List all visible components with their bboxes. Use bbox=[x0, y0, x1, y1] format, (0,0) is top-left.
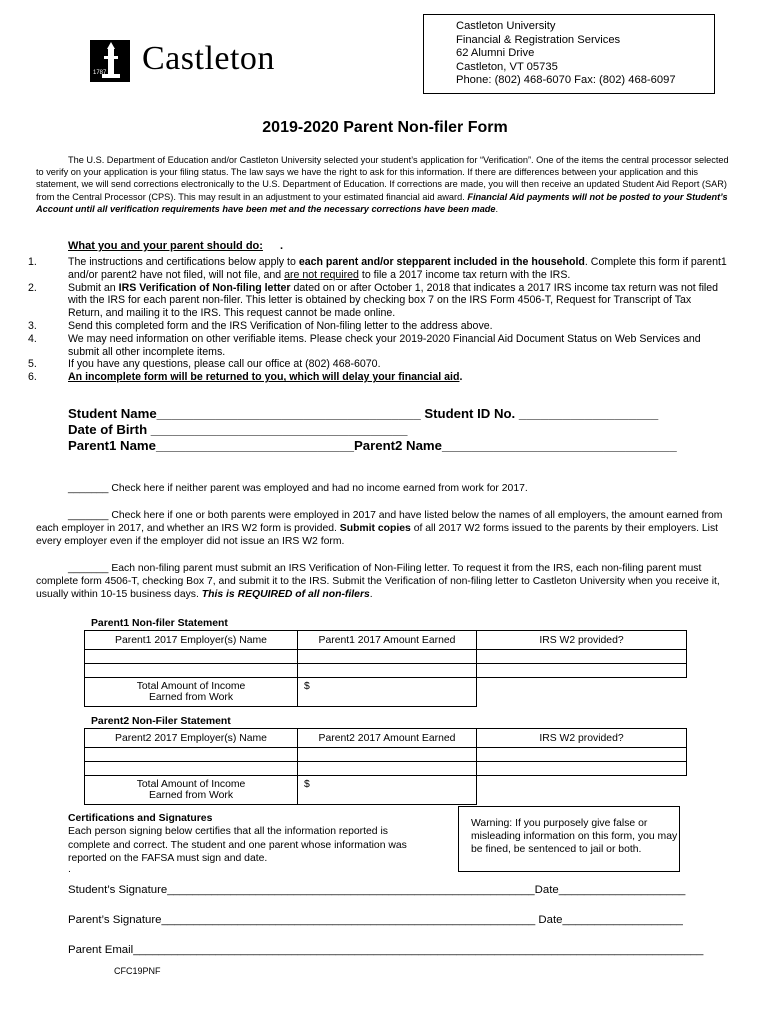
address-box bbox=[423, 14, 715, 94]
table-cell[interactable] bbox=[85, 664, 298, 678]
parent1-statement-table bbox=[84, 630, 687, 707]
step-text: Submit an bbox=[68, 281, 119, 294]
parent-email-line[interactable]: Parent Email__________________________________________________________________________________________ bbox=[68, 944, 704, 956]
table-cell[interactable] bbox=[298, 748, 477, 762]
address-line: Phone: (802) 468-6070 Fax: (802) 468-6097 bbox=[456, 74, 676, 87]
certifications-section bbox=[68, 812, 428, 874]
total-income-label: Total Amount of Income Earned from Work bbox=[85, 678, 298, 707]
check-employed[interactable] bbox=[36, 509, 736, 549]
step-1 bbox=[28, 256, 728, 282]
step-number: 5. bbox=[28, 358, 37, 371]
step-emphasis: each parent and/or stepparent included in the household bbox=[298, 256, 585, 268]
table-header: Parent2 2017 Employer(s) Name bbox=[85, 729, 298, 748]
step-number: 6. bbox=[28, 371, 37, 384]
steps-heading-period: . bbox=[280, 240, 284, 252]
parent2-statement-table bbox=[84, 728, 687, 805]
table-cell[interactable] bbox=[477, 664, 687, 678]
form-title: 2019-2020 Parent Non-filer Form bbox=[262, 119, 508, 136]
check-no-income-text: _______ Check here if neither parent was employed and had no income earned from work for 2017. bbox=[68, 483, 528, 494]
table-header: Parent1 2017 Employer(s) Name bbox=[85, 631, 298, 650]
total-income-amount[interactable]: $ bbox=[298, 678, 477, 707]
table-cell[interactable] bbox=[85, 748, 298, 762]
step-emphasis: IRS Verification of Non-filing letter bbox=[118, 281, 291, 294]
table-cell[interactable] bbox=[85, 650, 298, 664]
check-non-filing-letter[interactable] bbox=[36, 562, 736, 602]
check-employed-text: _______ Check here if one or both parents were employed in 2017 and have listed below the names of all employers, the amount earned from each employer in 2017, and whether an IRS W2 form is provided. bbox=[36, 510, 723, 535]
check-employed-text: of all 2017 W2 forms issued to the parents by their employers. List every employer even if the employer did not issue an IRS W2 form. bbox=[36, 523, 719, 548]
step-end: . bbox=[459, 371, 463, 384]
step-number: 1. bbox=[28, 256, 37, 268]
check-non-filing-text: _______ Each non-filing parent must submit an IRS Verification of Non-Filing letter. To request it from the IRS, each non-filing parent must complete form 4506-T, checking Box 7, and submit it to the IRS. Submit the Verification of non-filing letter to Castleton University when you receive it, usually within 10-15 business days. bbox=[36, 563, 720, 601]
address-line: Financial & Registration Services bbox=[456, 33, 621, 46]
check-non-filing-emphasis: This is REQUIRED of all non-filers bbox=[201, 589, 370, 601]
step-underline: are not required bbox=[284, 268, 359, 281]
step-text: to file a 2017 income tax return with the IRS. bbox=[358, 268, 571, 281]
table-header: Parent1 2017 Amount Earned bbox=[298, 631, 477, 650]
parent1-name-field[interactable]: Parent1 Name___________________________ bbox=[68, 438, 354, 453]
step-number: 4. bbox=[28, 332, 37, 345]
certifications-dot: . bbox=[68, 863, 71, 875]
step-text: . Complete this form if parent1 and/or parent2 have not filed, will not file, and bbox=[68, 256, 727, 281]
step-text: dated on or after October 1, 2018 that indicates a 2017 IRS income tax return was not filed with the IRS for each parent non-filer. This letter is obtained by checking box 7 on the IRS Form 4506-T, Request for Transcript of Tax Return, and mailing it to the IRS. This request cannot be made online. bbox=[68, 281, 719, 320]
intro-text: The U.S. Department of Education and/or Castleton University selected your student’s application for “Verification”. One of the items the central processor selected to verify on your application is your filing status. The law says we have the right to ask for this information. If there are differences between your application and this statement, we will send corrections electronically to the U.S. Department of Education. If corrections are made, you will then receive an updated Student Aid Report (SAR) from the Central Processor (CPS). This may result in an adjustment to your estimated financial aid award. bbox=[36, 155, 729, 202]
step-4 bbox=[28, 333, 728, 359]
step-6 bbox=[28, 371, 728, 384]
step-text: We may need information on other verifiable items. Please check your 2019-2020 Financial Aid Document Status on Web Services and submit all other incomplete items. bbox=[68, 332, 701, 358]
step-text: Send this completed form and the IRS Verification of Non-filing letter to the address above. bbox=[68, 319, 493, 332]
address-line: Castleton University bbox=[456, 20, 556, 32]
address-line: Castleton, VT 05735 bbox=[456, 60, 558, 73]
intro-emphasis: Financial Aid payments will not be posted to your Student’s Account until all verification requirements have been met and the necessary corrections have been made bbox=[36, 191, 728, 214]
certifications-heading: Certifications and Signatures bbox=[68, 813, 213, 824]
table-cell[interactable] bbox=[477, 748, 687, 762]
castleton-logo-emblem bbox=[90, 40, 130, 82]
table-header: Parent2 2017 Amount Earned bbox=[298, 729, 477, 748]
step-text: If you have any questions, please call our office at (802) 468-6070. bbox=[68, 358, 381, 371]
castleton-logo-wordmark: Castleton bbox=[142, 40, 275, 77]
student-name-field[interactable]: Student Name____________________________________ bbox=[68, 406, 421, 421]
step-5 bbox=[28, 358, 728, 371]
parent2-name-field[interactable]: Parent2 Name________________________________ bbox=[354, 438, 677, 453]
step-number: 2. bbox=[28, 281, 37, 294]
total-income-label: Total Amount of Income Earned from Work bbox=[85, 776, 298, 805]
form-code: CFC19PNF bbox=[114, 966, 161, 976]
step-2 bbox=[28, 282, 728, 320]
intro-end: . bbox=[495, 203, 499, 214]
steps-heading-text: What you and your parent should do: bbox=[68, 240, 263, 252]
table-cell[interactable] bbox=[477, 762, 687, 776]
check-non-filing-end: . bbox=[369, 589, 373, 601]
intro-paragraph bbox=[36, 154, 736, 215]
steps-list bbox=[28, 254, 728, 384]
parent2-table-title: Parent2 Non-Filer Statement bbox=[91, 716, 231, 727]
date-of-birth-field[interactable]: Date of Birth ___________________________________ bbox=[68, 422, 408, 437]
check-no-income[interactable] bbox=[36, 482, 736, 495]
table-header: IRS W2 provided? bbox=[477, 729, 687, 748]
table-cell[interactable] bbox=[298, 650, 477, 664]
check-employed-emphasis: Submit copies bbox=[339, 523, 411, 535]
identity-fields bbox=[68, 406, 677, 454]
student-id-field[interactable]: Student ID No. ___________________ bbox=[420, 406, 659, 421]
certifications-text: Each person signing below certifies that all the information reported is complete and correct. The student and one parent whose information was reported on the FAFSA must sign and date. bbox=[68, 826, 407, 865]
address-line: 62 Alumni Drive bbox=[456, 47, 535, 60]
parent1-table-title: Parent1 Non-filer Statement bbox=[91, 618, 228, 629]
table-cell[interactable] bbox=[298, 664, 477, 678]
parent-signature-line[interactable]: Parent’s Signature___________________________________________________________ Date___________________ bbox=[68, 914, 683, 926]
table-cell[interactable] bbox=[298, 762, 477, 776]
steps-heading bbox=[68, 240, 263, 252]
step-number: 3. bbox=[28, 319, 37, 332]
total-income-amount[interactable]: $ bbox=[298, 776, 477, 805]
warning-box: Warning: If you purposely give false or misleading information on this form, you may be fined, be sentenced to jail or both. bbox=[458, 806, 680, 872]
step-emphasis: An incomplete form will be returned to you, which will delay your financial aid bbox=[68, 371, 460, 384]
table-cell[interactable] bbox=[477, 650, 687, 664]
table-cell[interactable] bbox=[85, 762, 298, 776]
step-text: The instructions and certifications below apply to bbox=[68, 256, 299, 268]
step-3 bbox=[28, 320, 728, 333]
student-signature-line[interactable]: Student’s Signature__________________________________________________________Date____________________ bbox=[68, 884, 686, 896]
table-header: IRS W2 provided? bbox=[477, 631, 687, 650]
logo-year: 1787 bbox=[93, 70, 107, 76]
